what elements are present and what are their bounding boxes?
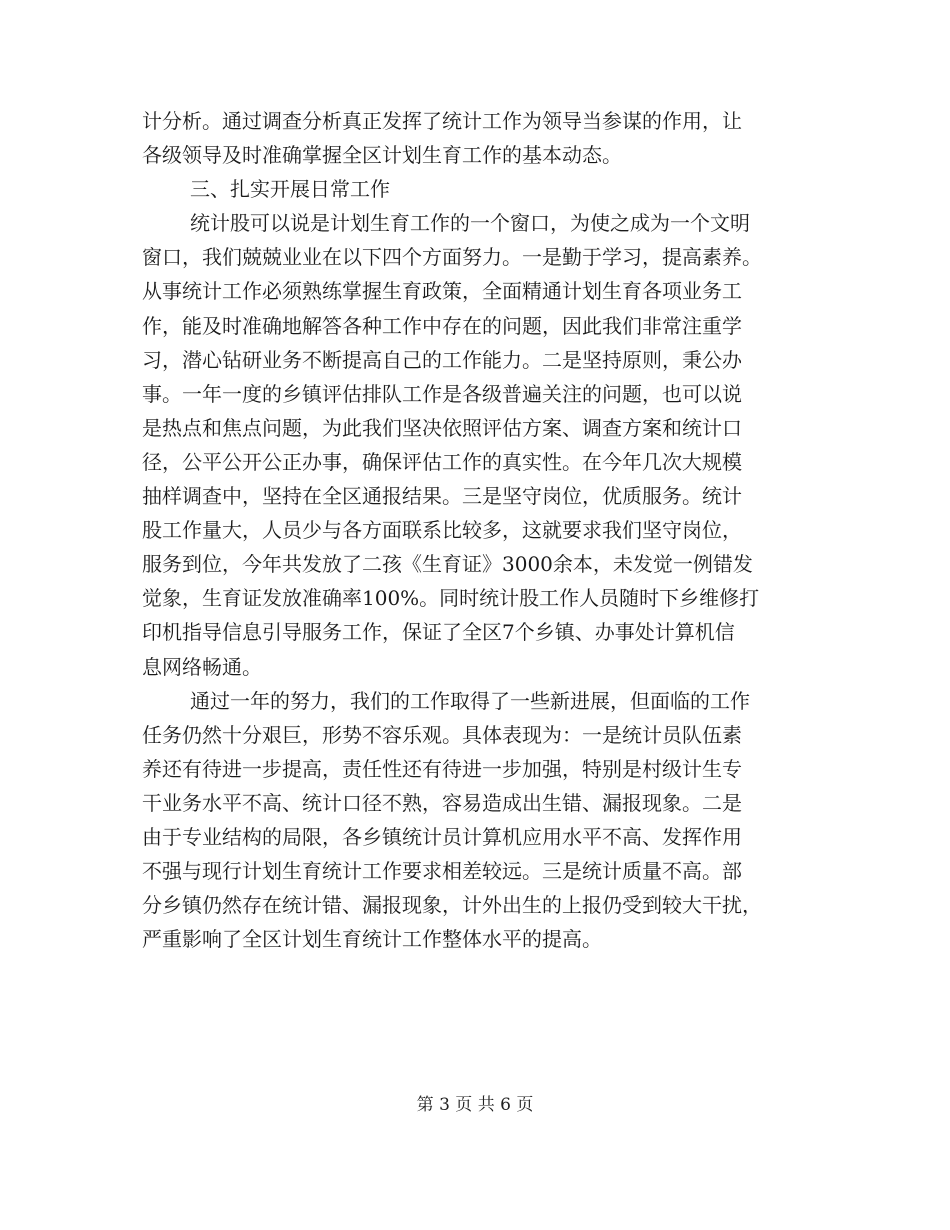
document-body bbox=[142, 104, 812, 956]
text-line: 通过一年的努力，我们的工作取得了一些新进展，但面临的工作 bbox=[190, 688, 750, 713]
text-line: 从事统计工作必须熟练掌握生育政策，全面精通计划生育各项业务工 bbox=[142, 279, 742, 304]
text-line: 服务到位，今年共发放了二孩《生育证》3000余本，未发觉一例错发 bbox=[142, 552, 753, 577]
text-line: 习，潜心钻研业务不断提高自己的工作能力。二是坚持原则，秉公办 bbox=[142, 347, 742, 372]
text-line: 计分析。通过调查分析真正发挥了统计工作为领导当参谋的作用，让 bbox=[142, 109, 742, 133]
text-line: 由于专业结构的局限，各乡镇统计员计算机应用水平不高、发挥作用 bbox=[142, 824, 742, 849]
text-line: 觉象，生育证发放准确率100%。同时统计股工作人员随时下乡维修打 bbox=[142, 586, 760, 611]
text-line: 干业务水平不高、统计口径不熟，容易造成出生错、漏报现象。二是 bbox=[142, 790, 742, 815]
text-line: 抽样调查中，坚持在全区通报结果。三是坚守岗位，优质服务。统计 bbox=[142, 484, 742, 509]
text-line: 息网络畅通。 bbox=[142, 654, 262, 679]
text-line: 事。一年一度的乡镇评估排队工作是各级普遍关注的问题，也可以说 bbox=[142, 381, 742, 406]
text-line: 不强与现行计划生育统计工作要求相差较远。三是统计质量不高。部 bbox=[142, 859, 742, 884]
text-line: 严重影响了全区计划生育统计工作整体水平的提高。 bbox=[142, 927, 602, 952]
text-line: 三、扎实开展日常工作 bbox=[190, 177, 390, 202]
text-line: 分乡镇仍然存在统计错、漏报现象，计外出生的上报仍受到较大干扰， bbox=[142, 893, 762, 918]
text-line: 印机指导信息引导服务工作，保证了全区7个乡镇、办事处计算机信 bbox=[142, 620, 735, 645]
text-line: 径，公平公开公正办事，确保评估工作的真实性。在今年几次大规模 bbox=[142, 449, 742, 474]
text-line: 作，能及时准确地解答各种工作中存在的问题，因此我们非常注重学 bbox=[142, 313, 742, 338]
text-line: 各级领导及时准确掌握全区计划生育工作的基本动态。 bbox=[142, 143, 622, 168]
text-line: 窗口，我们兢兢业业在以下四个方面努力。一是勤于学习，提高素养。 bbox=[142, 245, 762, 270]
text-line: 是热点和焦点问题，为此我们坚决依照评估方案、调查方案和统计口 bbox=[142, 415, 742, 440]
text-line: 任务仍然十分艰巨，形势不容乐观。具体表现为：一是统计员队伍素 bbox=[142, 722, 742, 747]
text-line: 养还有待进一步提高，责任性还有待进一步加强，特别是村级计生专 bbox=[142, 756, 742, 781]
text-line: 股工作量大，人员少与各方面联系比较多，这就要求我们坚守岗位， bbox=[142, 518, 742, 543]
page-footer: 第 3 页 共 6 页 bbox=[416, 1095, 534, 1115]
text-line: 统计股可以说是计划生育工作的一个窗口，为使之成为一个文明 bbox=[190, 211, 750, 236]
